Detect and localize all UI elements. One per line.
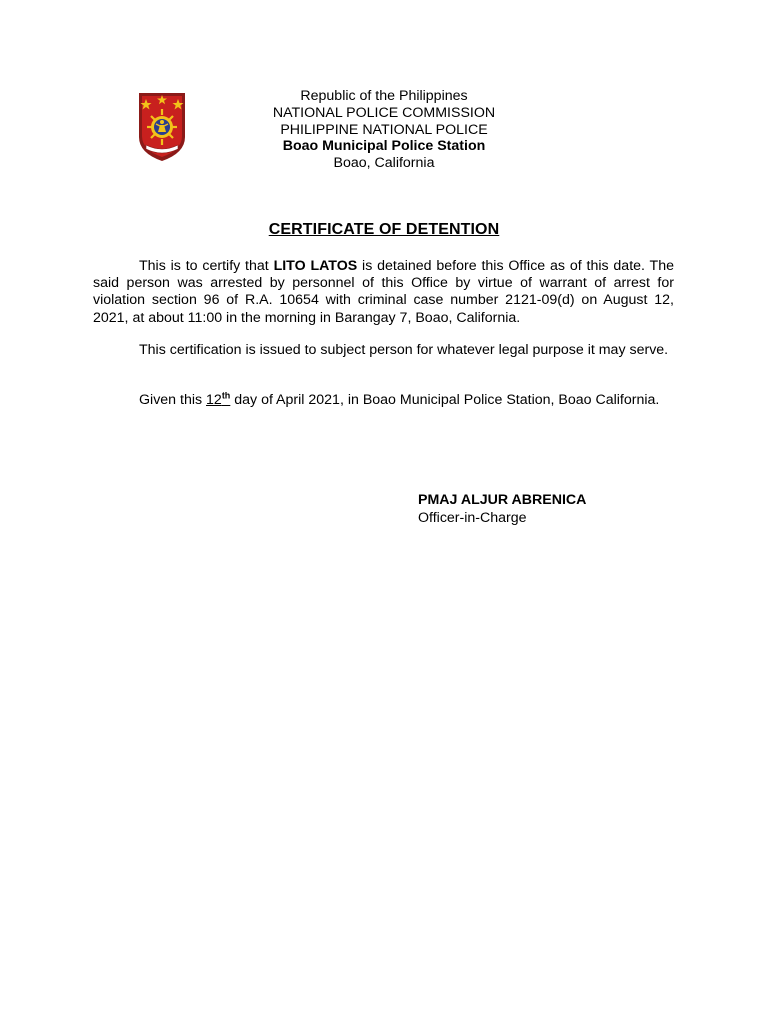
- p3-details: day of April 2021, in Boao Municipal Police Station, Boao California.: [230, 392, 660, 408]
- header-location: Boao, California: [333, 155, 435, 172]
- detainee-name: LITO LATOS: [273, 258, 358, 274]
- paragraph-purpose: [93, 342, 674, 359]
- pnp-seal-icon: [136, 87, 188, 163]
- paragraph-certification: [93, 258, 674, 327]
- letterhead: [200, 88, 568, 172]
- header-station: Boao Municipal Police Station: [282, 138, 486, 155]
- paragraph-given: [93, 392, 674, 409]
- p1-intro: This is to certify that: [139, 258, 274, 274]
- header-napolcom: NATIONAL POLICE COMMISSION: [272, 104, 496, 121]
- header-republic: Republic of the Philippines: [300, 88, 468, 104]
- signatory-name: PMAJ ALJUR ABRENICA: [418, 492, 587, 508]
- issue-day-suffix: th: [221, 390, 231, 401]
- header-pnp: PHILIPPINE NATIONAL POLICE: [280, 121, 488, 138]
- p1-details: is detained before this Office as of this date. The said person was arrested by personnel of this Office by virtue of warrant of arrest for violation section 96 of R.A. 10654 with criminal case number 2121-09(d) on August 12, 2021, at about 11:00 in the morning in Barangay 7, Boao, California.: [93, 258, 674, 326]
- p3-intro: Given this: [139, 392, 207, 408]
- signatory-position: Officer-in-Charge: [418, 509, 527, 526]
- issue-day: [206, 392, 230, 408]
- p2-text: This certification is issued to subject person for whatever legal purpose it may serve.: [139, 342, 669, 358]
- issue-day-number: 12: [206, 392, 222, 408]
- document-title: CERTIFICATE OF DETENTION: [268, 221, 500, 238]
- signature-block: [418, 492, 586, 527]
